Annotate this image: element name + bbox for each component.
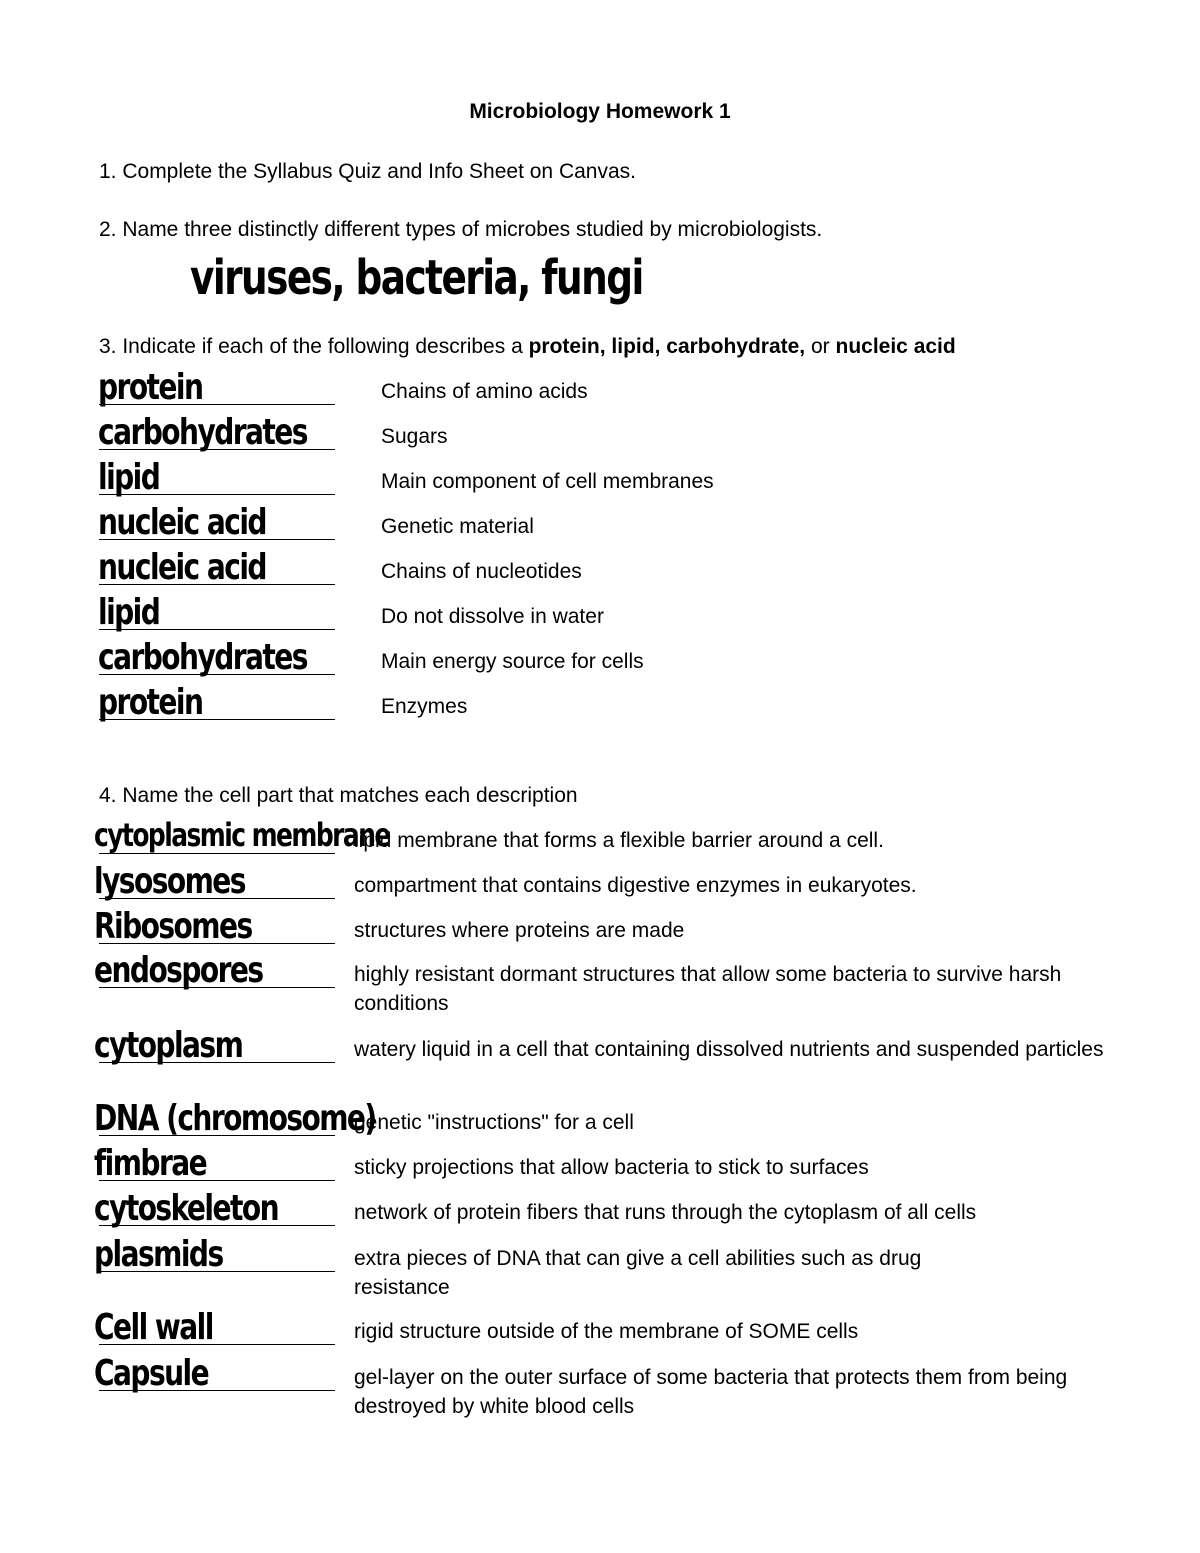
item-description: genetic "instructions" for a cell (354, 1111, 634, 1134)
handwritten-answer: lysosomes (94, 861, 245, 902)
question-3-option-carbohydrate: carbohydrate, (666, 335, 806, 358)
question-3-or: or (805, 335, 836, 358)
item-description: lipid membrane that forms a flexible barrier around a cell. (354, 829, 884, 852)
item-description: Sugars (381, 425, 448, 448)
handwritten-answer: lipid (98, 457, 160, 498)
question-2-handwritten-answer: viruses, bacteria, fungi (190, 250, 643, 306)
question-3-prefix: 3. Indicate if each of the following describes a (99, 335, 529, 358)
item-description: sticky projections that allow bacteria to stick to surfaces (354, 1156, 869, 1179)
handwritten-answer: DNA (chromosome) (94, 1098, 376, 1139)
item-description: highly resistant dormant structures that allow some bacteria to survive harsh conditions (354, 963, 1062, 1015)
question-3-option-protein-lipid: protein, lipid, (528, 335, 661, 358)
item-description: extra pieces of DNA that can give a cell abilities such as drug resistance (354, 1247, 922, 1299)
handwritten-answer: lipid (98, 592, 160, 633)
item-description: rigid structure outside of the membrane of SOME cells (354, 1320, 859, 1343)
handwritten-answer: Cell wall (94, 1307, 213, 1348)
item-description: compartment that contains digestive enzymes in eukaryotes. (354, 874, 917, 897)
handwritten-answer: carbohydrates (98, 412, 307, 453)
handwritten-answer: carbohydrates (98, 637, 307, 678)
item-description: Main component of cell membranes (381, 470, 714, 493)
handwritten-answer: cytoplasmic membrane (94, 816, 390, 854)
handwritten-answer: Capsule (94, 1353, 209, 1394)
item-description: watery liquid in a cell that containing dissolved nutrients and suspended particles (354, 1038, 1104, 1061)
handwritten-answer: protein (98, 682, 203, 723)
handwritten-answer: protein (98, 367, 203, 408)
item-description: Enzymes (381, 695, 468, 718)
question-4: 4. Name the cell part that matches each description (99, 784, 578, 807)
item-description: Main energy source for cells (381, 650, 644, 673)
page-title: Microbiology Homework 1 (469, 100, 731, 123)
handwritten-answer: nucleic acid (98, 547, 266, 588)
item-description: network of protein fibers that runs through the cytoplasm of all cells (354, 1201, 977, 1224)
question-2: 2. Name three distinctly different types of microbes studied by microbiologists. (99, 218, 823, 241)
question-1: 1. Complete the Syllabus Quiz and Info Sheet on Canvas. (99, 160, 636, 183)
handwritten-answer: nucleic acid (98, 502, 266, 543)
handwritten-answer: fimbrae (94, 1143, 207, 1184)
item-description: Chains of nucleotides (381, 560, 582, 583)
question-3 (99, 335, 956, 359)
question-3-option-nucleic-acid: nucleic acid (835, 335, 956, 358)
item-description: structures where proteins are made (354, 919, 685, 942)
handwritten-answer: cytoplasm (94, 1025, 243, 1066)
item-description: Genetic material (381, 515, 534, 538)
item-description: Do not dissolve in water (381, 605, 604, 628)
handwritten-answer: endospores (94, 950, 263, 991)
handwritten-answer: Ribosomes (94, 906, 252, 947)
handwritten-answer: cytoskeleton (94, 1188, 279, 1229)
item-description: Chains of amino acids (381, 380, 588, 403)
handwritten-answer: plasmids (94, 1234, 223, 1275)
item-description: gel-layer on the outer surface of some bacteria that protects them from being destroyed by white blood cells (354, 1366, 1068, 1418)
